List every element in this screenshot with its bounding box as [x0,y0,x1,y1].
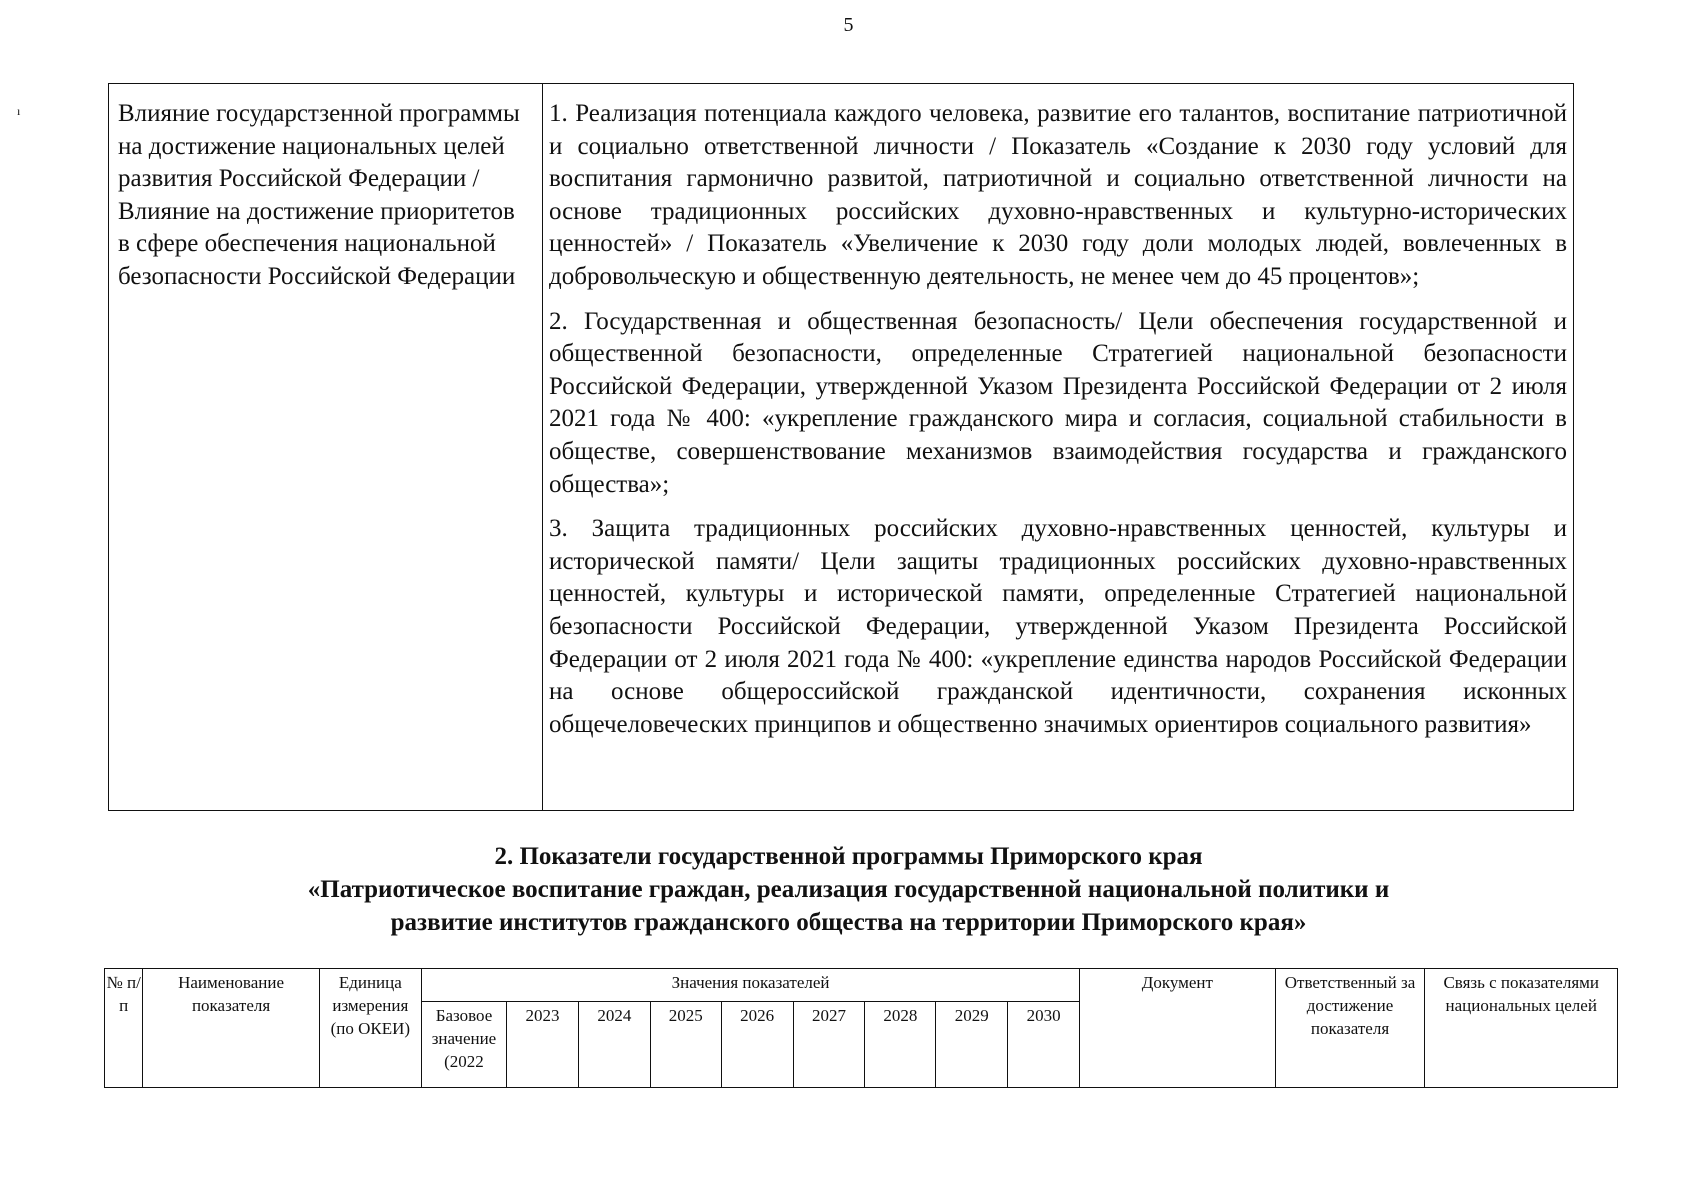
col-year-2025: 2025 [650,1001,721,1087]
indicators-table [104,968,1618,1088]
influence-item-3: 3. Защита традиционных российских духовно-нравственных ценностей, культуры и исторической памяти/ Цели защиты традиционных российских духовно-нравственных ценностей, культуры и исторической памяти, определенные Стратегией национальной безопасности Российской Федерации, утвержденной Указом Президента Российской Федерации от 2 июля 2021 года № 400: «укрепление единства народов Российской Федерации на основе общероссийской гражданской идентичности, сохранения исконных общечеловеческих принципов и общественно значимых ориентиров социального развития» [549,515,1567,738]
col-year-2029: 2029 [936,1001,1008,1087]
margin-mark: ı [17,104,21,118]
col-responsible-header: Ответственный за достижение показателя [1275,969,1425,1088]
col-name-header: Наименование показателя [143,969,319,1088]
col-year-2024: 2024 [578,1001,650,1087]
section-title-line-2: «Патриотическое воспитание граждан, реализация государственной национальной политики и [307,876,1390,903]
influence-body-cell [543,84,1574,811]
influence-table [108,83,1574,811]
col-year-2027: 2027 [793,1001,865,1087]
page-number: 5 [843,14,854,36]
section-title [0,840,1697,939]
influence-row [109,84,1574,811]
col-values-header: Значения показателей [421,969,1079,1002]
col-unit-header: Единица измерения (по ОКЕИ) [319,969,421,1088]
col-link-header: Связь с показателями национальных целей [1425,969,1618,1088]
influence-label-cell: Влияние государстзенной программы на достижение национальных целей развития Российской Федерации / Влияние на достижение приоритетов в сфере обеспечения национальной безопасности Российской Федерации [109,84,543,811]
col-document-header: Документ [1080,969,1275,1088]
influence-item-1: 1. Реализация потенциала каждого человека, развитие его талантов, воспитание патриотичной и социально ответственной личности / Показатель «Создание к 2030 году условий для воспитания гармонично развитой, патриотичной и социально ответственной личности на основе традиционных российских духовно-нравственных и культурно-исторических ценностей» / Показатель «Увеличение к 2030 году доли молодых людей, вовлеченных в добровольческую и общественную деятельность, не менее чем до 45 процентов»; [549,100,1567,290]
col-base-header: Базовое значение (2022 [421,1001,506,1087]
col-year-2028: 2028 [865,1001,936,1087]
section-title-line-3: развитие институтов гражданского общества на территории Приморского края» [390,909,1307,936]
influence-item-2: 2. Государственная и общественная безопасность/ Цели обеспечения государственной и общественной безопасности, определенные Стратегией национальной безопасности Российской Федерации, утвержденной Указом Президента Российской Федерации от 2 июля 2021 года № 400: «укрепление гражданского мира и согласия, социальной стабильности в обществе, совершенствование механизмов взаимодействия государства и гражданского общества»; [549,307,1567,498]
indicators-header-row-1 [105,969,1618,1002]
col-year-2023: 2023 [507,1001,579,1087]
col-year-2030: 2030 [1008,1001,1080,1087]
col-year-2026: 2026 [721,1001,793,1087]
section-title-line-1: 2. Показатели государственной программы Приморского края [494,843,1203,870]
col-number-header: № п/п [105,969,143,1088]
